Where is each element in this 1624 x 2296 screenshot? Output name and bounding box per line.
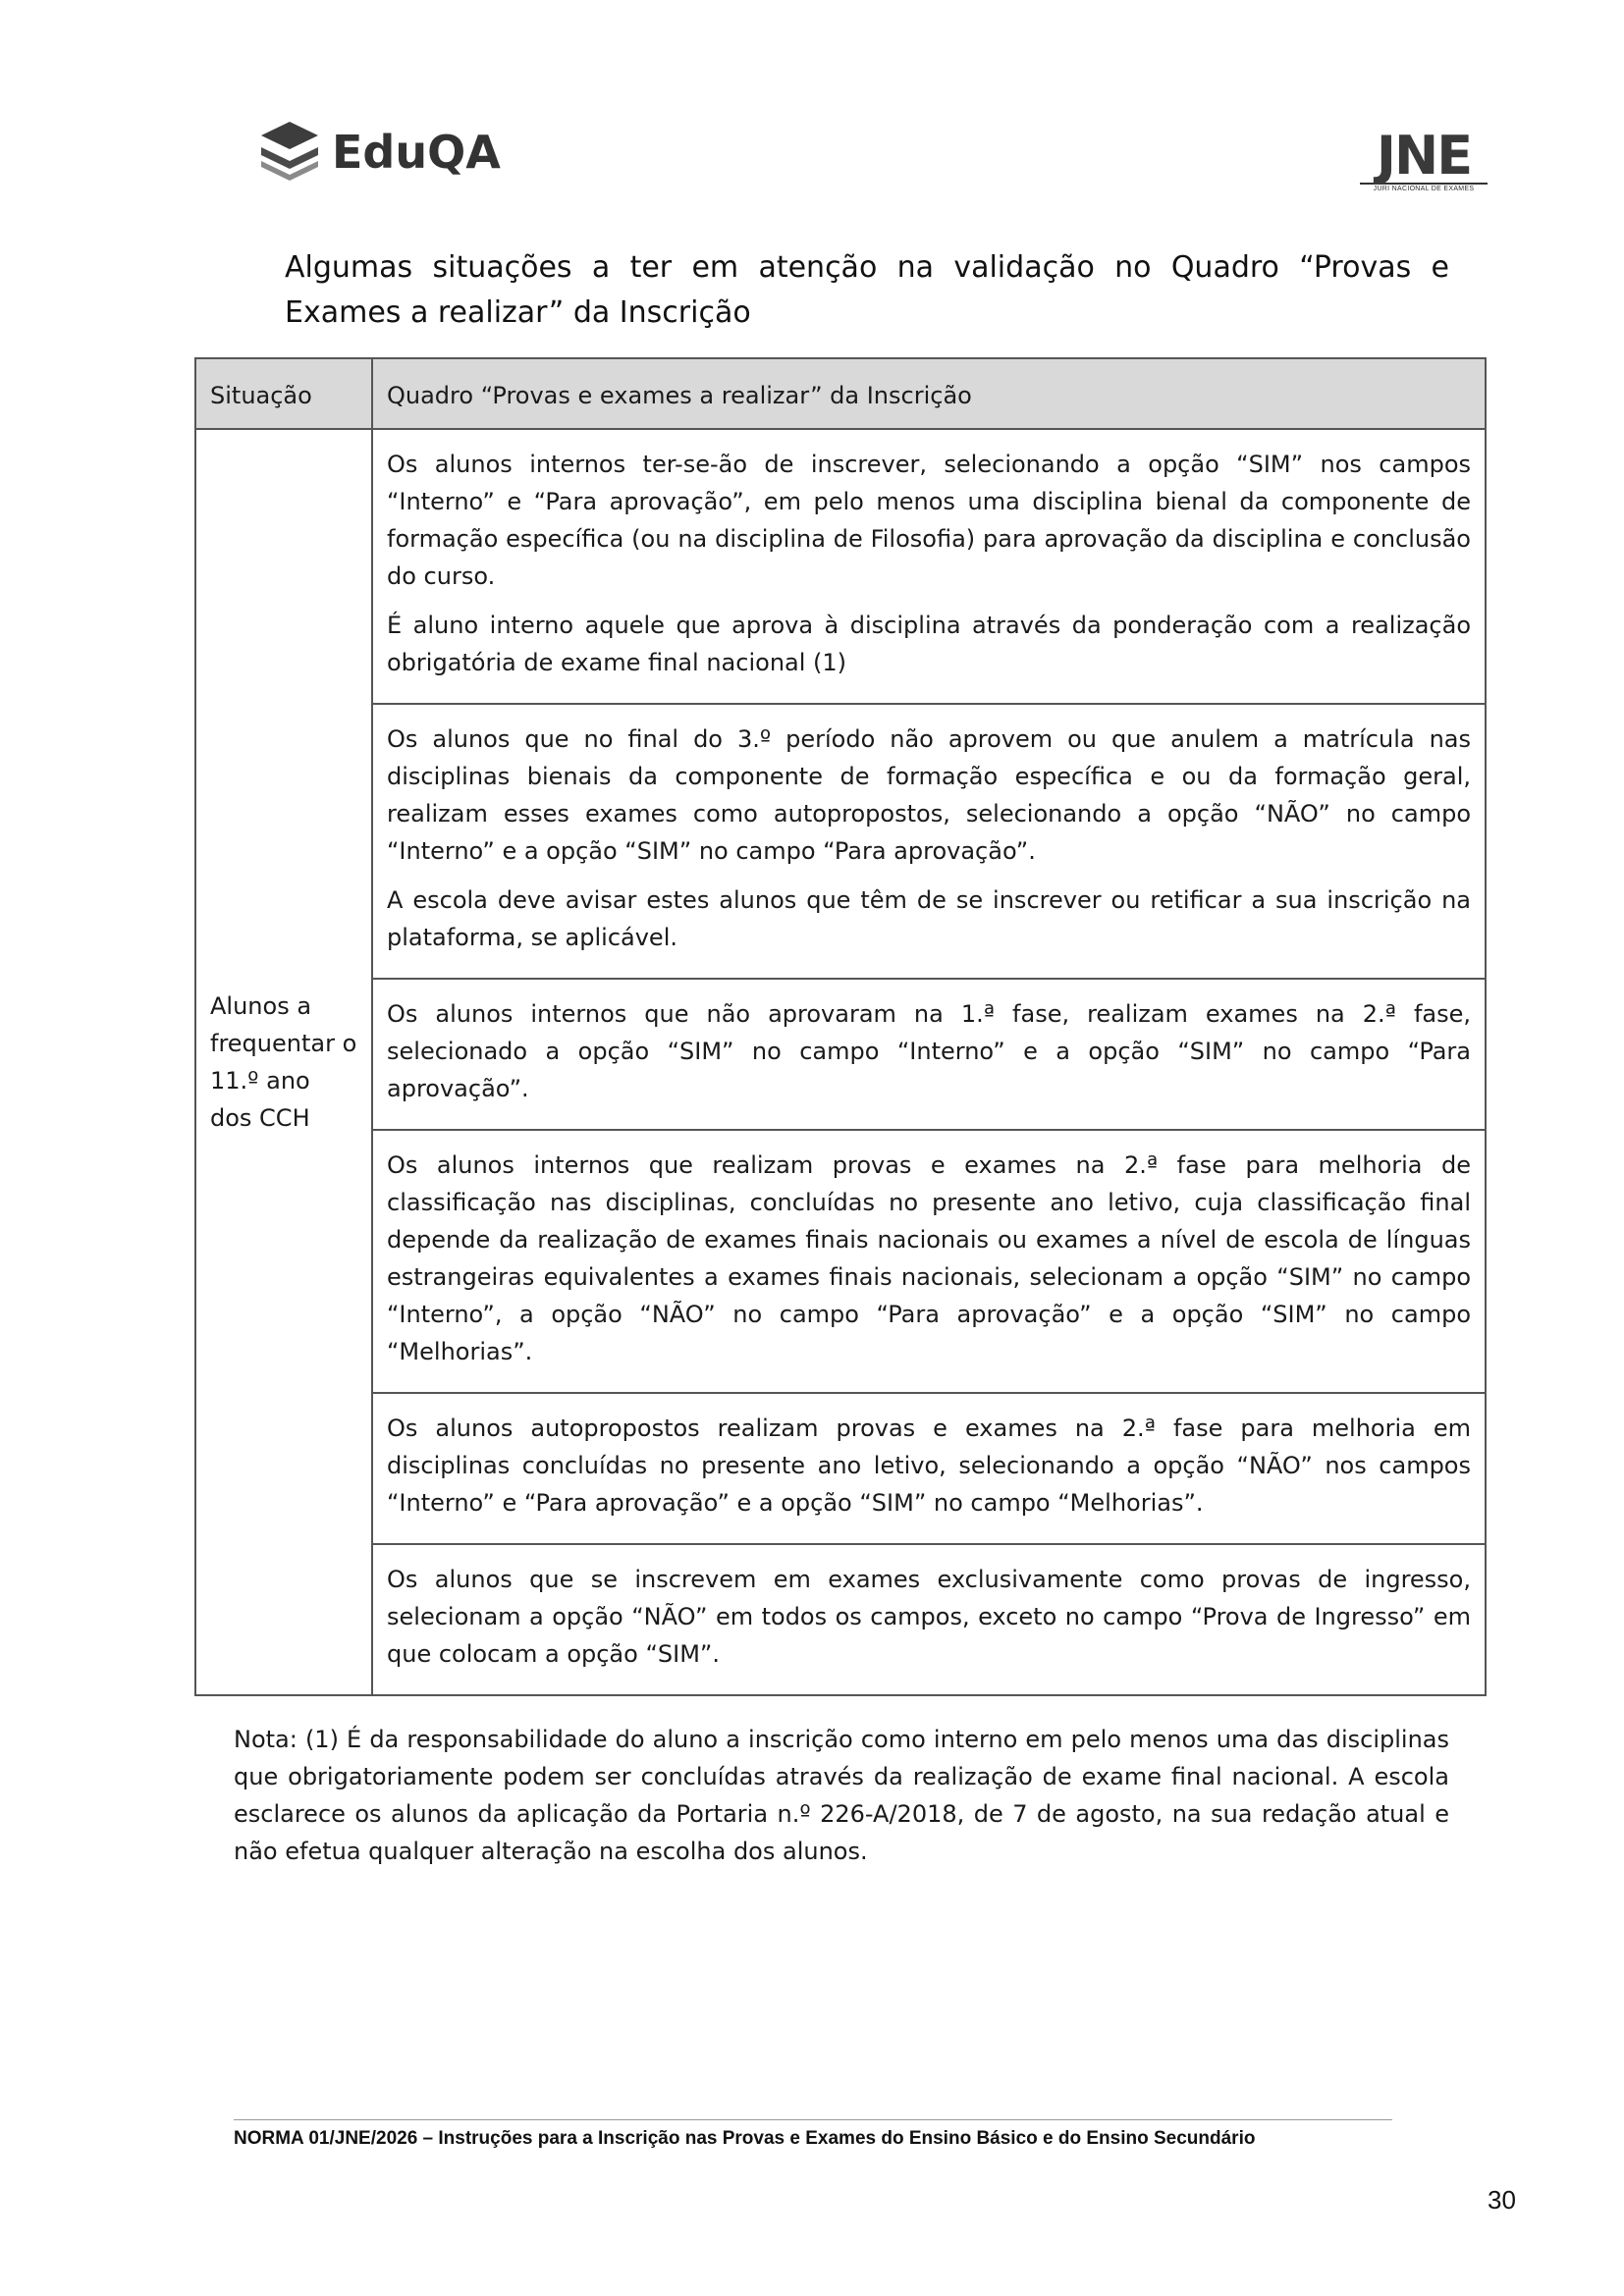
- paragraph: Os alunos autopropostos realizam provas e exames na 2.ª fase para melhoria em disciplinas concluídas no presente ano letivo, selecionando a opção “NÃO” nos campos “Interno” e “Para aprovação” e a opção “SIM” no campo “Melhorias”.: [387, 1415, 1471, 1517]
- description-cell: [372, 1393, 1486, 1544]
- table-row: [195, 979, 1486, 1130]
- jne-logo-subtitle: JÚRI NACIONAL DE EXAMES: [1360, 183, 1488, 192]
- header-quadro: Quadro “Provas e exames a realizar” da Inscrição: [372, 358, 1486, 429]
- paragraph: A escola deve avisar estes alunos que têm de se inscrever ou retificar a sua inscrição na plataforma, se aplicável.: [387, 886, 1471, 951]
- description-cell: [372, 429, 1486, 704]
- description-cell: [372, 1130, 1486, 1393]
- header-situacao: Situação: [195, 358, 372, 429]
- table-row: [195, 1393, 1486, 1544]
- paragraph: Os alunos internos ter-se-ão de inscrever, selecionando a opção “SIM” nos campos “Interno” e “Para aprovação”, em pelo menos uma disciplina bienal da componente de formação específica (ou na disciplina de Filosofia) para aprovação da disciplina e conclusão do curso.: [387, 451, 1471, 590]
- paragraph: Os alunos internos que não aprovaram na 1.ª fase, realizam exames na 2.ª fase, selecionado a opção “SIM” no campo “Interno” e a opção “SIM” no campo “Para aprovação”.: [387, 1000, 1471, 1102]
- paragraph: Os alunos internos que realizam provas e exames na 2.ª fase para melhoria de classificação nas disciplinas, concluídas no presente ano letivo, cuja classificação final depende da realização de exames finais nacionais ou exames a nível de escola de línguas estrangeiras equivalentes a exames finais nacionais, selecionam a opção “SIM” no campo “Interno”, a opção “NÃO” no campo “Para aprovação” e a opção “SIM” no campo “Melhorias”.: [387, 1151, 1471, 1365]
- paragraph: Os alunos que se inscrevem em exames exclusivamente como provas de ingresso, selecionam a opção “NÃO” em todos os campos, exceto no campo “Prova de Ingresso” em que colocam a opção “SIM”.: [387, 1566, 1471, 1668]
- situation-cell: Alunos a frequentar o 11.º ano dos CCH: [195, 429, 372, 1695]
- description-cell: [372, 979, 1486, 1130]
- footer-divider: [234, 2119, 1392, 2120]
- situations-table: [194, 357, 1487, 1696]
- jne-logo-text: JNE: [1376, 125, 1472, 187]
- eduqa-logo-text: EduQA: [332, 126, 501, 179]
- description-cell: [372, 1544, 1486, 1695]
- table-row: [195, 704, 1486, 979]
- table-header-row: [195, 358, 1486, 429]
- table-row: [195, 1130, 1486, 1393]
- page-title: Algumas situações a ter em atenção na validação no Quadro “Provas e Exames a realizar” da Inscrição: [285, 250, 1449, 330]
- description-cell: [372, 704, 1486, 979]
- paragraph: É aluno interno aquele que aprova à disciplina através da ponderação com a realização obrigatória de exame final nacional (1): [387, 612, 1471, 676]
- table-row: [195, 429, 1486, 704]
- footer-text: NORMA 01/JNE/2026 – Instruções para a Inscrição nas Provas e Exames do Ensino Básico e do Ensino Secundário: [234, 2128, 1256, 2149]
- footnote: Nota: (1) É da responsabilidade do aluno a inscrição como interno em pelo menos uma das disciplinas que obrigatoriamente podem ser concluídas através da realização de exame final nacional. A escola esclarece os alunos da aplicação da Portaria n.º 226-A/2018, de 7 de agosto, na sua redação atual e não efetua qualquer alteração na escolha dos alunos.: [234, 1726, 1449, 1865]
- table-row: [195, 1544, 1486, 1695]
- eduqa-stack-icon: [257, 118, 322, 183]
- paragraph: Os alunos que no final do 3.º período não aprovem ou que anulem a matrícula nas disciplinas bienais da componente de formação específica e ou da formação geral, realizam esses exames como autopropostos, selecionando a opção “NÃO” no campo “Interno” e a opção “SIM” no campo “Para aprovação”.: [387, 725, 1471, 865]
- eduqa-logo: [257, 118, 503, 187]
- page-number: 30: [1488, 2185, 1516, 2215]
- jne-logo: [1360, 125, 1488, 194]
